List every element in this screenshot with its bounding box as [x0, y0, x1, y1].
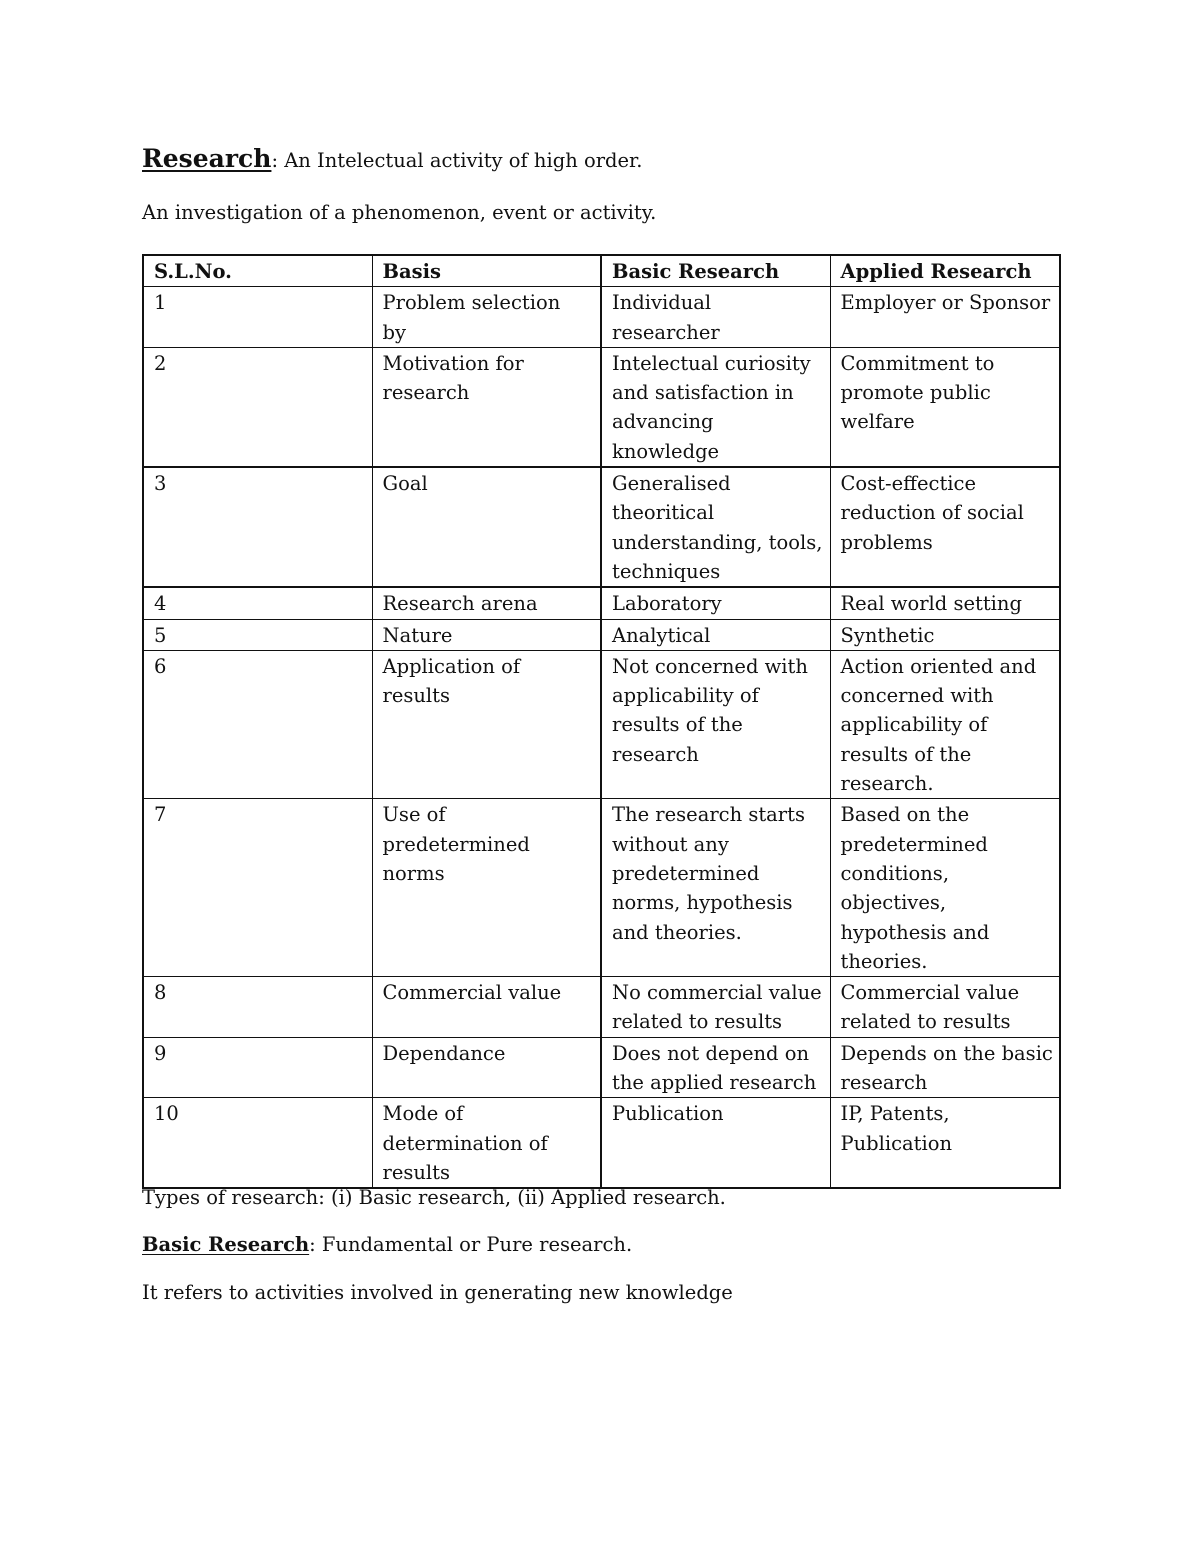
research-definition-text: An investigation of a phenomenon, event or activity. — [142, 201, 657, 224]
research-definition-heading — [142, 144, 643, 173]
cell-applied-research: Commercial value related to results — [830, 977, 1060, 1038]
cell-serial-number: 10 — [143, 1098, 372, 1188]
table-header-row — [143, 255, 1060, 287]
table-row — [143, 799, 1060, 977]
cell-applied-research: Action oriented and concerned with applicability of results of the research. — [830, 650, 1060, 798]
table-row — [143, 977, 1060, 1038]
cell-basic-research: Laboratory — [601, 587, 830, 619]
cell-basic-research: No commercial value related to results — [601, 977, 830, 1038]
comparison-table — [142, 254, 1061, 1189]
cell-applied-research: Depends on the basic research — [830, 1037, 1060, 1098]
cell-applied-research: Real world setting — [830, 587, 1060, 619]
cell-basis: Commercial value — [372, 977, 601, 1038]
cell-basis: Problem selection by — [372, 287, 601, 348]
cell-serial-number: 8 — [143, 977, 372, 1038]
basic-research-definition — [142, 1233, 632, 1257]
cell-basic-research: Publication — [601, 1098, 830, 1188]
cell-basic-research: Generalised theoritical understanding, tools, techniques — [601, 467, 830, 587]
cell-basis: Nature — [372, 619, 601, 650]
table-row — [143, 650, 1060, 798]
table-row — [143, 467, 1060, 587]
cell-basic-research: Individual researcher — [601, 287, 830, 348]
table-row — [143, 619, 1060, 650]
cell-basis: Mode of determination of results — [372, 1098, 601, 1188]
header-serial-number: S.L.No. — [143, 255, 372, 287]
cell-applied-research: Cost-effectice reduction of social problems — [830, 467, 1060, 587]
header-basic-research: Basic Research — [601, 255, 830, 287]
header-applied-research: Applied Research — [830, 255, 1060, 287]
cell-basis: Goal — [372, 467, 601, 587]
cell-basic-research: Not concerned with applicability of results of the research — [601, 650, 830, 798]
cell-applied-research: IP, Patents, Publication — [830, 1098, 1060, 1188]
cell-applied-research: Synthetic — [830, 619, 1060, 650]
cell-serial-number: 1 — [143, 287, 372, 348]
table-row — [143, 1098, 1060, 1188]
table-row — [143, 287, 1060, 348]
cell-serial-number: 7 — [143, 799, 372, 977]
cell-basic-research: Intelectual curiosity and satisfaction in advancing knowledge — [601, 347, 830, 467]
cell-basis: Motivation for research — [372, 347, 601, 467]
cell-serial-number: 9 — [143, 1037, 372, 1098]
cell-serial-number: 6 — [143, 650, 372, 798]
cell-basic-research: The research starts without any predetermined norms, hypothesis and theories. — [601, 799, 830, 977]
cell-basic-research: Does not depend on the applied research — [601, 1037, 830, 1098]
research-term: Research — [142, 144, 272, 173]
types-of-research-text: Types of research: (i) Basic research, (ii) Applied research. — [142, 1186, 726, 1209]
cell-basis: Research arena — [372, 587, 601, 619]
cell-basis: Application of results — [372, 650, 601, 798]
cell-basic-research: Analytical — [601, 619, 830, 650]
cell-serial-number: 4 — [143, 587, 372, 619]
cell-applied-research: Based on the predetermined conditions, objectives, hypothesis and theories. — [830, 799, 1060, 977]
cell-applied-research: Employer or Sponsor — [830, 287, 1060, 348]
table-row — [143, 347, 1060, 467]
header-basis: Basis — [372, 255, 601, 287]
cell-serial-number: 5 — [143, 619, 372, 650]
table-row — [143, 587, 1060, 619]
basic-research-term: Basic Research — [142, 1233, 310, 1256]
table-row — [143, 1037, 1060, 1098]
cell-serial-number: 3 — [143, 467, 372, 587]
basic-research-description: : Fundamental or Pure research. — [309, 1233, 633, 1256]
cell-basis: Dependance — [372, 1037, 601, 1098]
basic-research-explanation: It refers to activities involved in generating new knowledge — [142, 1281, 733, 1304]
cell-applied-research: Commitment to promote public welfare — [830, 347, 1060, 467]
cell-basis: Use of predetermined norms — [372, 799, 601, 977]
research-term-description: : An Intelectual activity of high order. — [271, 149, 643, 172]
cell-serial-number: 2 — [143, 347, 372, 467]
